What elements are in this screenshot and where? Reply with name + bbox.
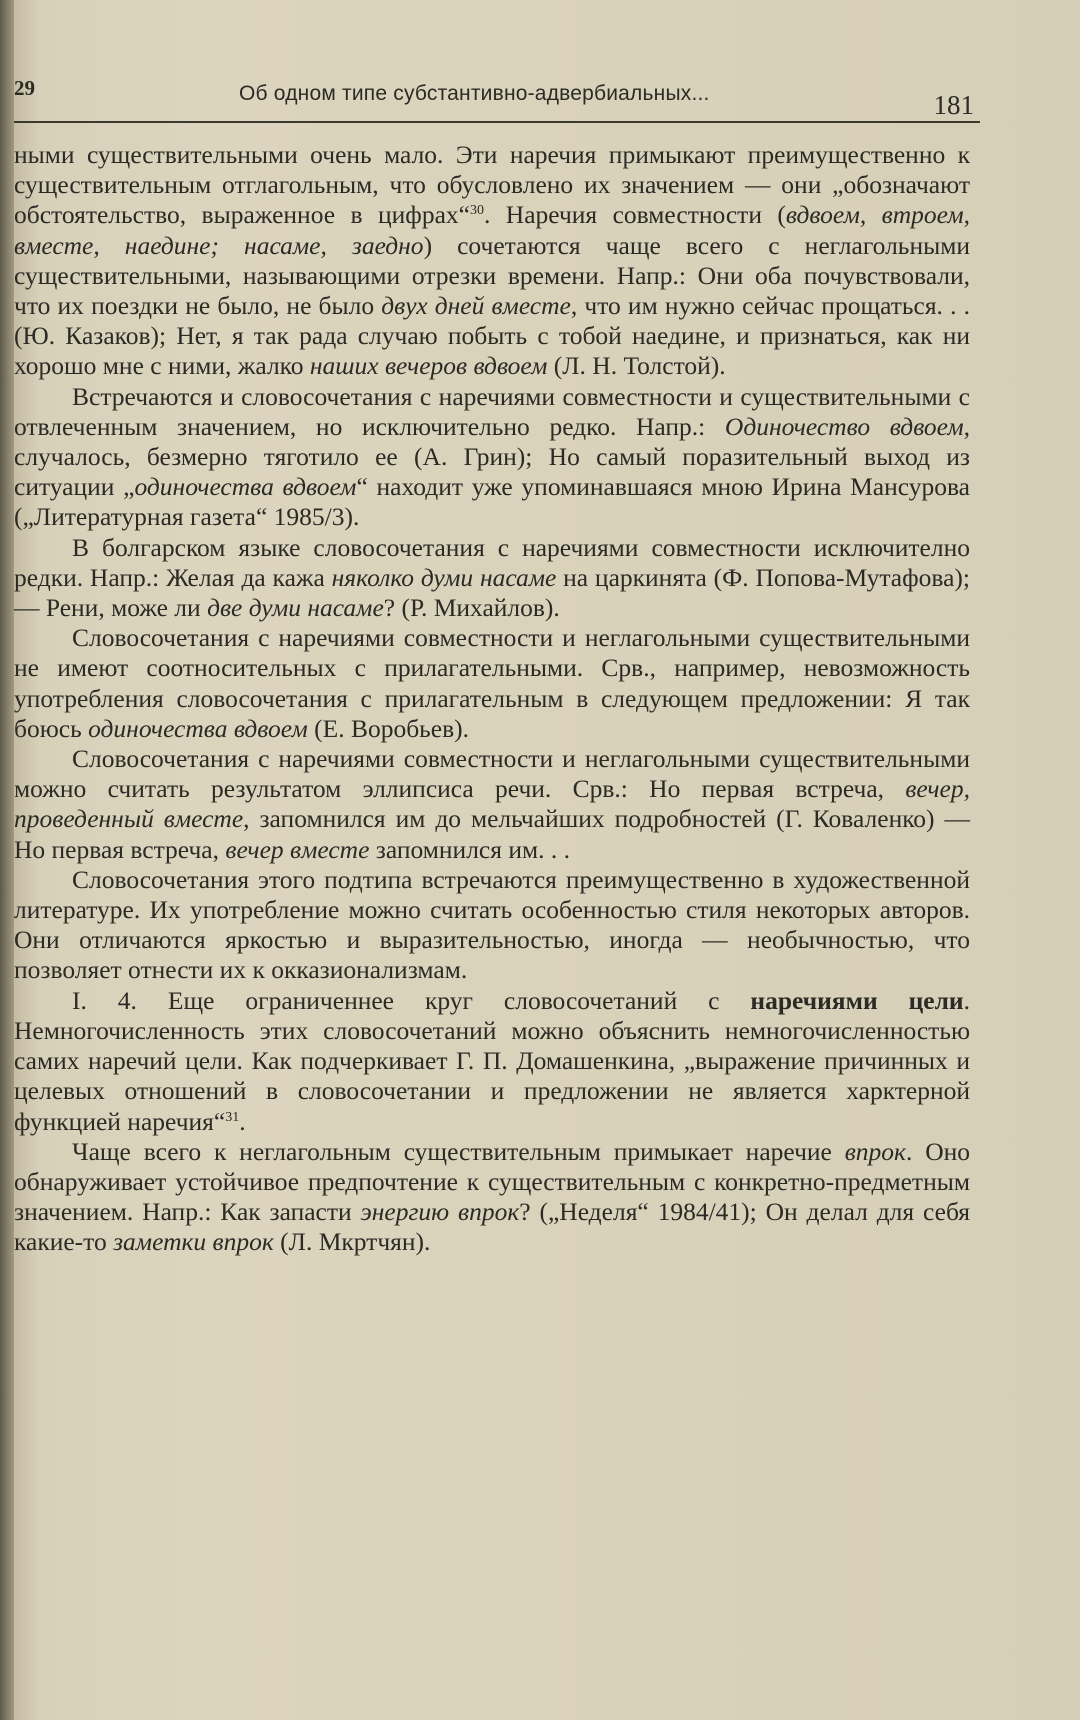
text-run: , случалось, безмерно тяготило ее (А. Грин); Но самый поразительный выход из ситуации „ [14, 411, 971, 502]
italic-run: энергию впрок [360, 1197, 520, 1227]
italic-run: двух дней вместе [381, 291, 571, 321]
text-run: . [239, 1106, 246, 1136]
text-run: . Наречия совместности ( [483, 200, 786, 230]
text-run: ) сочетаются чаще всего с неглагольными существительными, называющими отрезки времени. Напр.: Они оба почувствовали, что их поездки не было, не было [14, 230, 971, 321]
text-run: , запомнился им до мельчайших подробностей (Г. Коваленко) — Но первая встреча, [14, 804, 970, 864]
footnote-ref: 30 [469, 203, 484, 219]
paragraph [14, 623, 970, 744]
text-run: (Е. Воробьев). [307, 713, 470, 743]
italic-run: вдвоем, втроем, вместе, наедине; насаме, заедно [14, 200, 970, 260]
paragraph [14, 140, 970, 382]
text-run: Словосочетания этого подтипа встречаются преимущественно в художественной литературе. Их употребление можно считать особенностью стиля некоторых авторов. Они отличаются яркостью и выразительностью, иногда — необычностью, что позволяет отнести их к окказионализмам. [14, 864, 970, 985]
text-run: (Л. Мкртчян). [273, 1227, 431, 1257]
italic-run: вечер вместе [225, 834, 370, 864]
text-run: Словосочетания с наречиями совместности и неглагольными существительными не имеют соотносительных с прилагательными. Срв., например, невозможность употребления словосочетания с прилагательным в следующем предложении: Я так боюсь [14, 623, 970, 743]
text-run: I. 4. Еще ограниченнее круг словосочетаний с [72, 985, 751, 1015]
text-run: ? (Р. Михайлов). [383, 593, 560, 623]
header-rule [14, 121, 980, 123]
text-run: Встречаются и словосочетания с наречиями совместности и существительными с отвлеченным значением, но исключительно редко. Напр.: [14, 381, 970, 441]
text-run: “ находит уже упоминавшаяся мною Ирина Мансурова („Литературная газета“ 1985/3). [14, 472, 970, 532]
text-run: . Немногочисленность этих словосочетаний можно объяснить немногочисленностью самих наречий цели. Как подчеркивает Г. П. Домашенкина, „выражение причинных и целевых отношений в словосочетании и предложении не является харктерной функцией наречия“ [14, 985, 970, 1136]
italic-run: две думи насаме [207, 593, 384, 623]
paragraph [14, 533, 970, 624]
running-title: Об одном типе субстантивно-адвербиальных... [239, 82, 710, 105]
page-edge-shadow [0, 0, 14, 1720]
text-run: Словосочетания с наречиями совместности и неглагольными существительными можно считать результатом эллипсиса речи. Срв.: Но первая встреча, [14, 744, 970, 804]
italic-run: одиночества вдвоем [134, 472, 357, 502]
italic-run: впрок [844, 1136, 906, 1166]
left-page-number: 29 [14, 76, 35, 100]
italic-run: Одиночество вдвоем [724, 411, 964, 441]
text-run: Чаще всего к неглагольным существительным примыкает наречие [72, 1136, 845, 1166]
text-run: . Оно обнаруживает устойчивое предпочтение к существительным с конкретно-предметным значением. Напр.: Как запасти [14, 1136, 970, 1227]
text-run: В болгарском языке словосочетания с наречиями совместности исключително редки. Напр.: Желая да кажа [14, 532, 970, 592]
text-run: запомнился им. . . [369, 834, 570, 864]
footnote-ref: 31 [225, 1109, 240, 1125]
body-text [14, 140, 970, 1258]
italic-run: наших вечеров вдвоем [309, 351, 548, 381]
italic-run: заметки впрок [113, 1227, 274, 1257]
paragraph [14, 1137, 970, 1258]
paragraph [14, 382, 970, 533]
text-run: (Л. Н. Толстой). [547, 351, 726, 381]
italic-run: одиночества вдвоем [88, 713, 308, 743]
text-run: ? („Неделя“ 1984/41); Он делал для себя какие-то [14, 1197, 971, 1257]
paragraph [14, 986, 970, 1137]
italic-run: вечер, проведенный вместе [14, 774, 970, 834]
paragraph [14, 865, 970, 986]
italic-run: няколко думи насаме [331, 562, 557, 592]
text-run: ными существительными очень мало. Эти наречия примыкают преимущественно к существительным отглагольным, что обусловлено их значением — они „обозначают обстоятельство, выраженное в цифрах“ [14, 140, 970, 230]
page-number: 181 [933, 90, 974, 120]
paragraph [14, 744, 970, 865]
text-run: , что им нужно сейчас прощаться. . . (Ю. Казаков); Нет, я так рада случаю побыть с тобой наедине, и признаться, как ни хорошо мне с ними, жалко [14, 291, 970, 381]
bold-run: наречиями цели [750, 985, 964, 1015]
text-run: на царкинята (Ф. Попова-Мутафова); — Рени, може ли [14, 562, 970, 623]
